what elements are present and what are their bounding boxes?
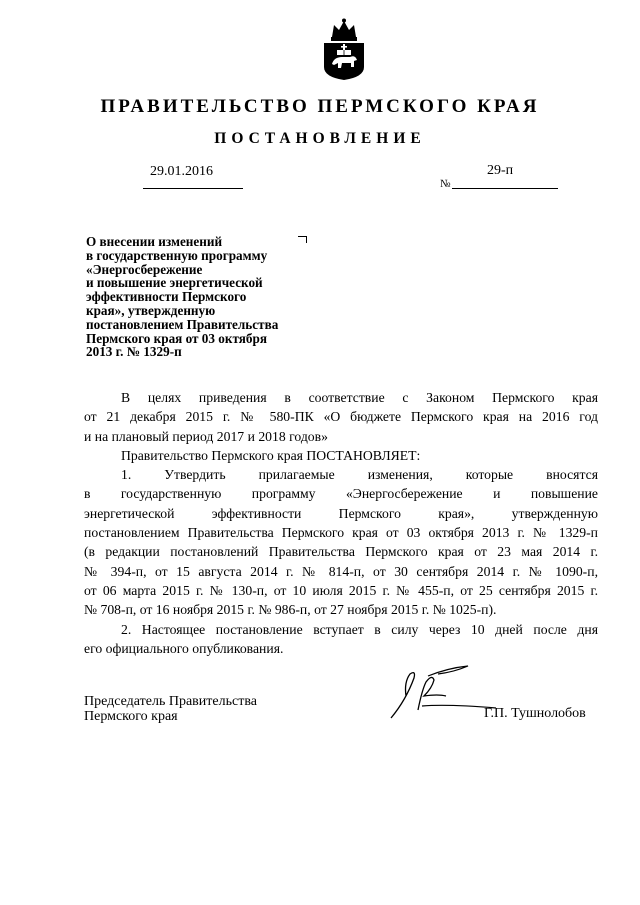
body-line: № 708-п, от 16 ноября 2015 г. № 986-п, от 27 ноября 2015 г. № 1025-п). <box>84 602 497 618</box>
document-type: ПОСТАНОВЛЕНИЕ <box>214 130 426 147</box>
body-line: от 06 марта 2015 г. № 130-п, от 10 июля 2015 г. № 455-п, от 25 сентября 2015 г. <box>84 582 598 598</box>
body-line: (в редакции постановлений Правительства Пермского края от 23 мая 2014 г. <box>84 544 598 560</box>
body-line: от 21 декабря 2015 г. № 580-ПК «О бюджете Пермского края на 2016 год <box>84 409 598 425</box>
number-sign: № <box>440 178 451 190</box>
body-line: его официального опубликования. <box>84 640 284 656</box>
signatory-title-line: Председатель Правительства <box>84 694 257 709</box>
subject-line: «Энергосбережение <box>86 261 203 277</box>
body-line: энергетической эффективности Пермского края», утвержденную <box>84 505 598 521</box>
number-underline <box>452 188 558 189</box>
document-date: 29.01.2016 <box>150 164 213 179</box>
subject-line: и повышение энергетической <box>86 275 263 291</box>
subject-line: постановлением Правительства <box>86 316 279 332</box>
subject-line: О внесении изменений <box>86 234 223 249</box>
body-line: 1. Утвердить прилагаемые изменения, которые вносятся <box>121 467 598 483</box>
body-line: 2. Настоящее постановление вступает в силу через 10 дней после дня <box>121 621 598 637</box>
subject-line: 2013 г. № 1329-п <box>86 344 182 360</box>
resolution-line: Правительство Пермского края ПОСТАНОВЛЯЕТ: <box>121 447 421 463</box>
subject-line: Пермского края от 03 октября <box>86 330 267 346</box>
body-line: в государственную программу «Энергосбережение и повышение <box>84 486 598 502</box>
signatory-title-line: Пермского края <box>84 709 178 724</box>
body-line: постановлением Правительства Пермского края от 03 октября 2013 г. № 1329-п <box>84 525 598 541</box>
perm-krai-coat-of-arms-icon <box>320 17 368 81</box>
handwritten-signature <box>388 660 498 724</box>
date-underline <box>143 188 243 189</box>
document-body <box>84 388 598 658</box>
signatory-title <box>84 694 257 724</box>
signatory-name: Г.П. Тушнолобов <box>484 706 586 721</box>
subject-line: эффективности Пермского <box>86 289 247 305</box>
document-subject <box>86 235 316 359</box>
organization-title: ПРАВИТЕЛЬСТВО ПЕРМСКОГО КРАЯ <box>100 96 540 117</box>
body-line: № 394-п, от 15 августа 2014 г. № 814-п, от 30 сентября 2014 г. № 1090-п, <box>84 563 598 579</box>
body-line: и на плановый период 2017 и 2018 годов» <box>84 428 328 444</box>
document-number: 29-п <box>487 163 514 178</box>
subject-line: края», утвержденную <box>86 302 216 318</box>
subject-line: в государственную программу <box>86 247 268 263</box>
body-line: В целях приведения в соответствие с Законом Пермского края <box>121 390 598 405</box>
